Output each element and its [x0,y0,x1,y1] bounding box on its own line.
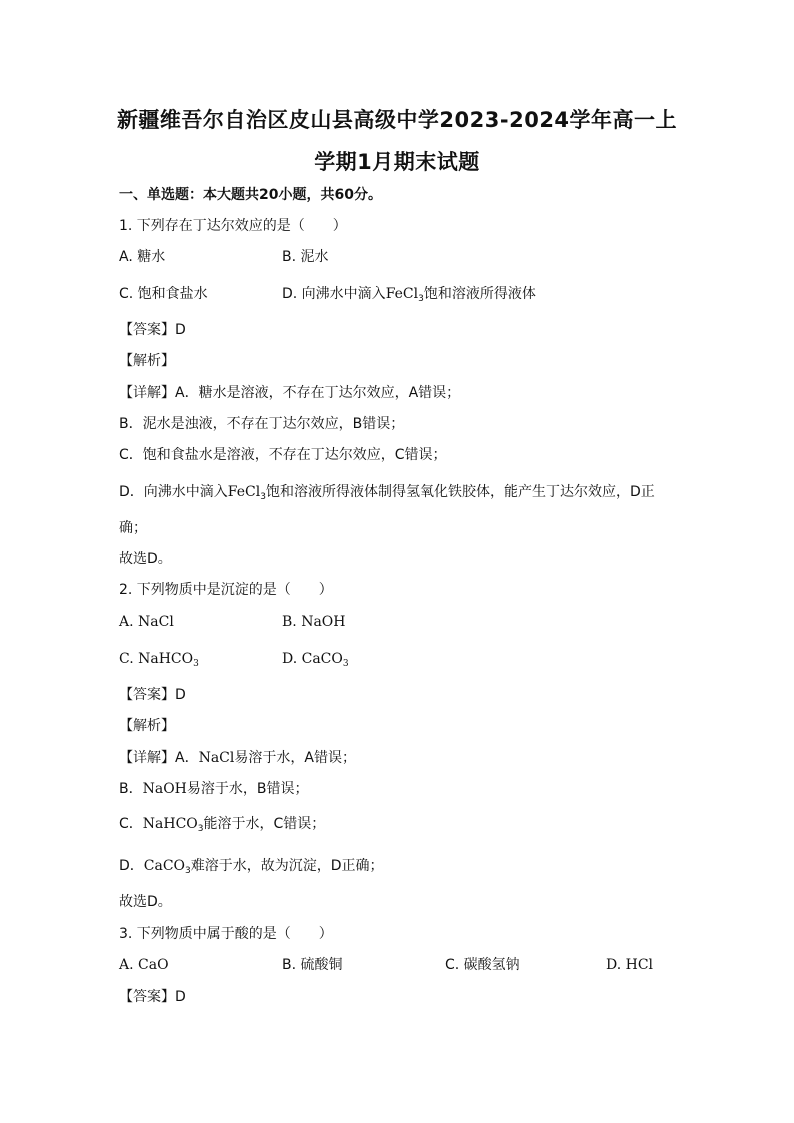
q1-answer: 【答案】D [119,322,186,338]
q2-detail-a-prefix: 【详解】A． [119,750,199,766]
q2-detail-d-subscript: 3 [185,866,191,876]
q2-detail-b-prefix: B． [119,781,143,797]
q2-option-d-subscript: 3 [342,659,349,669]
q2-detail-b-suffix: 易溶于水，B错误； [186,781,309,797]
q1-detail-d-prefix: D．向沸水中滴入 [119,484,228,500]
document-title-line-2: 学期1月期末试题 [314,150,480,174]
q1-conclusion: 故选D。 [119,551,172,567]
document-title-line-1: 新疆维吾尔自治区皮山县高级中学2023-2024学年高一上 [116,108,678,132]
q2-analysis-label: 【解析】 [119,718,175,734]
q2-option-b: B. NaOH [282,614,346,630]
q2-detail-d-formula: CaCO [143,858,186,874]
q1-detail-d-continued: 确； [119,520,147,536]
q2-detail-d [119,857,384,880]
q2-option-c [119,650,199,673]
q2-option-d-formula: D. CaCO [282,651,343,667]
q1-option-c: C. 饱和食盐水 [119,286,208,302]
q2-detail-b-formula: NaOH [142,781,187,797]
q3-option-d: D. HCl [606,957,654,973]
q1-option-d [282,285,536,308]
q1-option-d-suffix: 饱和溶液所得液体 [423,286,536,302]
q2-detail-d-prefix: D． [119,858,144,874]
q3-option-c: C. 碳酸氢钠 [445,957,520,973]
q1-option-d-subscript: 3 [418,294,424,304]
q1-detail-d [119,483,655,506]
q2-detail-a-suffix: 易溶于水，A错误； [234,750,356,766]
q1-option-d-prefix: D. 向沸水中滴入 [282,286,386,302]
q2-answer: 【答案】D [119,687,186,703]
section-header: 一、单选题：本大题共20小题，共60分。 [119,187,382,203]
q1-option-a: A. 糖水 [119,249,166,265]
q1-option-d-formula: FeCl [385,286,419,302]
q2-detail-c-subscript: 3 [197,824,204,834]
q1-detail-b: B．泥水是浊液，不存在丁达尔效应，B错误； [119,416,405,432]
q2-stem: 2. 下列物质中是沉淀的是（ ） [119,582,333,598]
q2-detail-c-suffix: 能溶于水，C错误； [203,816,326,832]
q1-detail-a: 【详解】A．糖水是溶液，不存在丁达尔效应，A错误； [119,385,461,401]
q3-option-b: B. 硫酸铜 [282,957,343,973]
q1-detail-d-suffix: 饱和溶液所得液体制得氢氧化铁胶体，能产生丁达尔效应，D正 [265,484,655,500]
q1-detail-c: C．饱和食盐水是溶液，不存在丁达尔效应，C错误； [119,447,447,463]
q3-option-a: A. CaO [119,957,169,973]
q2-detail-c-formula: NaHCO [142,816,198,832]
q1-stem: 1. 下列存在丁达尔效应的是（ ） [119,218,347,234]
q2-detail-b [119,780,309,798]
q2-option-a: A. NaCl [119,614,174,630]
q2-detail-c-prefix: C． [119,816,143,832]
q2-conclusion: 故选D。 [119,894,172,910]
q1-analysis-label: 【解析】 [119,353,175,369]
q2-option-c-formula: C. NaHCO [119,651,194,667]
q2-option-c-subscript: 3 [193,659,199,669]
q1-detail-d-formula: FeCl [227,484,261,500]
q1-detail-d-subscript: 3 [260,492,266,502]
q2-detail-a-formula: NaCl [198,750,235,766]
q1-option-b: B. 泥水 [282,249,329,265]
q2-option-d [282,650,349,673]
q3-stem: 3. 下列物质中属于酸的是（ ） [119,926,333,942]
q2-detail-c [119,815,325,838]
q3-answer: 【答案】D [119,989,186,1005]
q2-detail-d-suffix: 难溶于水，故为沉淀，D正确； [190,858,384,874]
q2-detail-a [119,749,356,767]
